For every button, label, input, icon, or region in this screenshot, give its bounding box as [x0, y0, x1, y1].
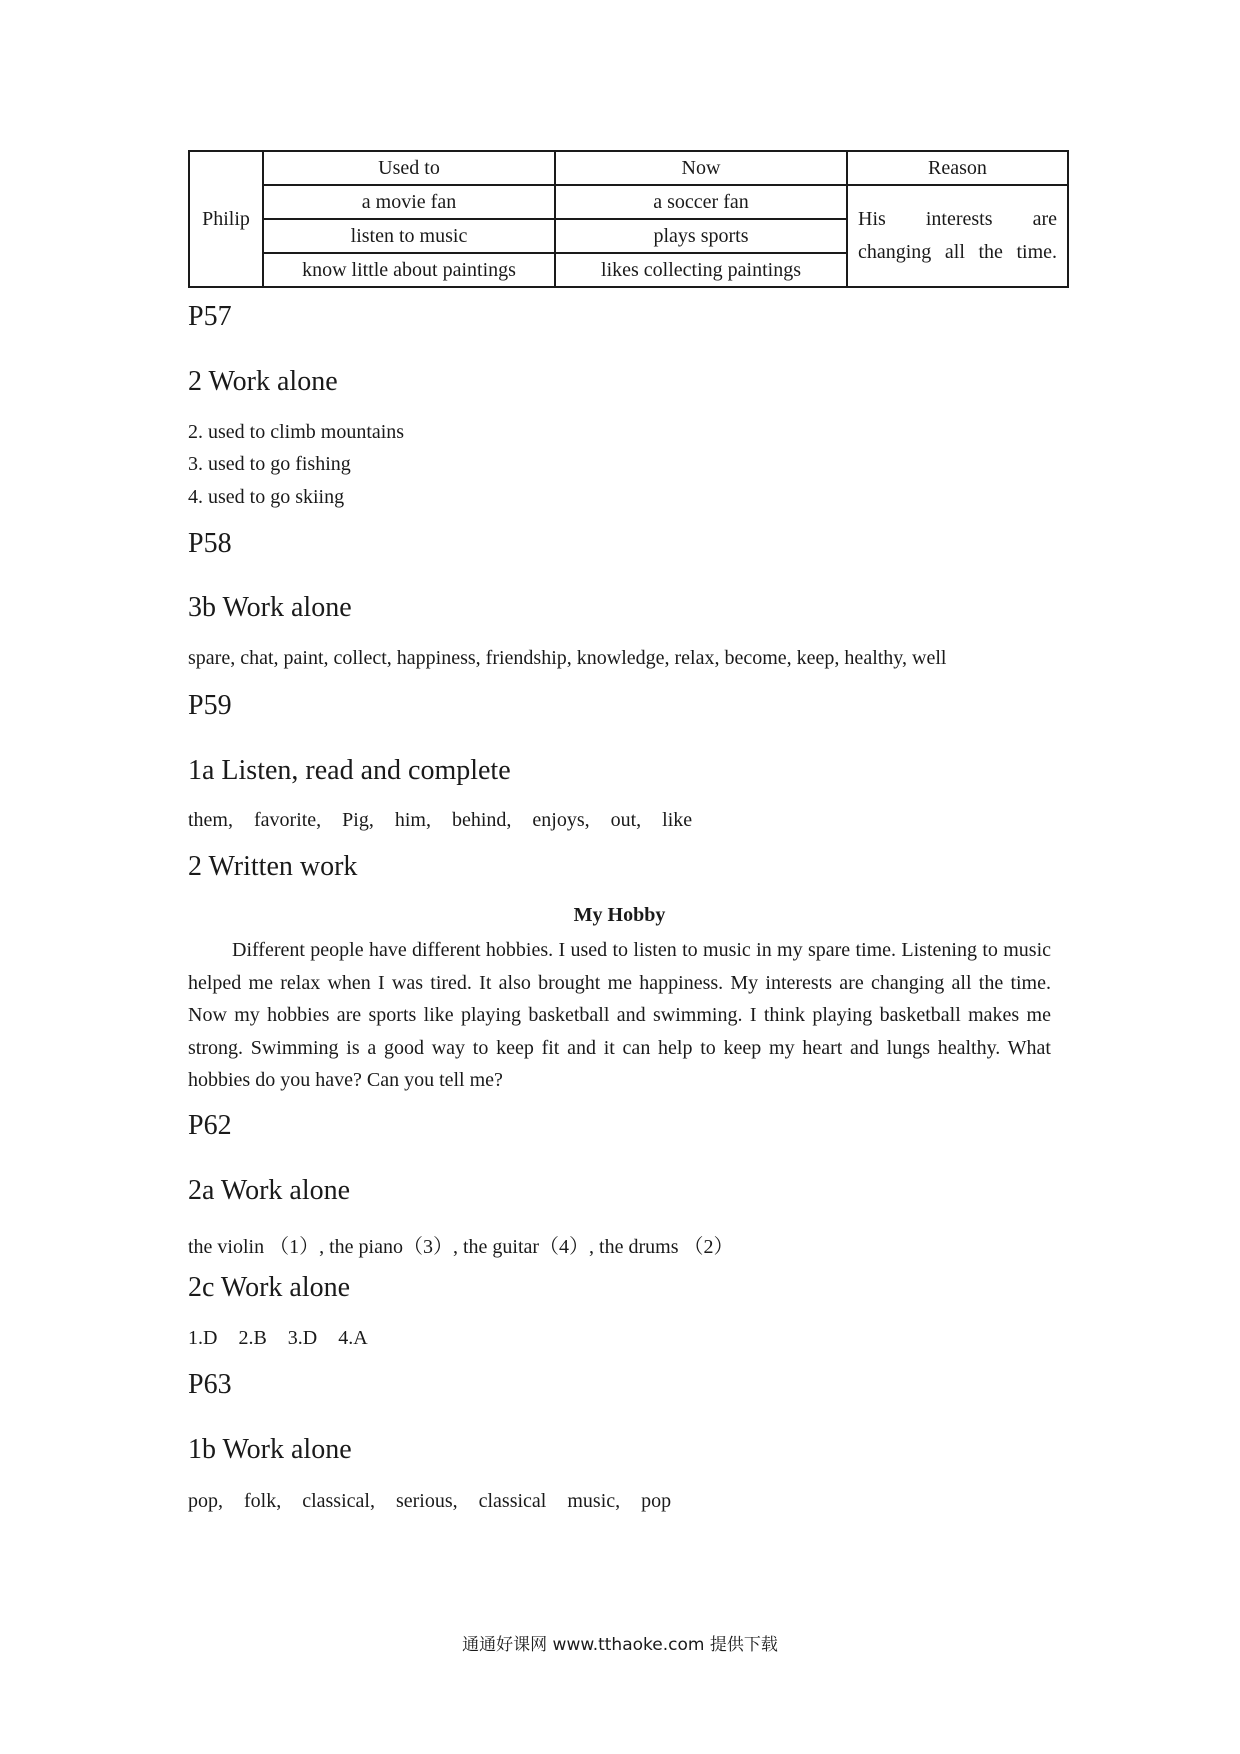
heading-1b-work-alone: 1b Work alone — [188, 1434, 352, 1465]
table-cell: listen to music — [263, 219, 555, 253]
essay-body: Different people have different hobbies. I used to listen to music in my spare time. Listening to music helped me relax when I was tired. It also brought me happiness. My interests are changing all the time. Now my hobbies are sports like playing basketball and swimming. I think playing basketball makes me strong. Swimming is a good way to keep fit and it can help to keep my heart and lungs healthy. What hobbies do you have? Can you tell me? — [188, 939, 1051, 1091]
page-number-p63: P63 — [188, 1369, 232, 1400]
page-number-p58: P58 — [188, 528, 232, 559]
answer-words: the violin （1）, the piano（3）, the guitar（4）, the drums （2） — [188, 1236, 734, 1258]
page-number-p57: P57 — [188, 301, 232, 332]
heading-2-work-alone: 2 Work alone — [188, 366, 338, 397]
page-number-p62: P62 — [188, 1110, 232, 1141]
list-item: 2. used to climb mountains — [188, 421, 405, 443]
essay-title: My Hobby — [573, 904, 666, 926]
answer-words: pop, folk, classical, serious, classical music, pop — [188, 1490, 672, 1512]
table-cell: know little about paintings — [263, 253, 555, 287]
heading-3b-work-alone: 3b Work alone — [188, 592, 352, 623]
table-name-cell: Philip — [189, 151, 263, 287]
page-number-p59: P59 — [188, 690, 232, 721]
list-item: 3. used to go fishing — [188, 453, 351, 475]
heading-2c-work-alone: 2c Work alone — [188, 1272, 351, 1303]
answer-words: 1.D 2.B 3.D 4.A — [188, 1327, 368, 1349]
heading-1a-listen: 1a Listen, read and complete — [188, 755, 511, 786]
table-cell: plays sports — [555, 219, 847, 253]
header-reason: Reason — [847, 151, 1068, 185]
heading-2-written-work: 2 Written work — [188, 851, 358, 882]
table-cell: a soccer fan — [555, 185, 847, 219]
philip-hobby-table — [188, 150, 1069, 288]
footer-text: 通通好课网 www.tthaoke.com 提供下载 — [462, 1635, 778, 1655]
table-cell: likes collecting paintings — [555, 253, 847, 287]
reason-cell: His interests are changing all the time. — [847, 185, 1068, 287]
header-used-to: Used to — [263, 151, 555, 185]
answer-words: them, favorite, Pig, him, behind, enjoys, out, like — [188, 809, 693, 831]
heading-2a-work-alone: 2a Work alone — [188, 1175, 351, 1206]
answer-words: spare, chat, paint, collect, happiness, friendship, knowledge, relax, become, keep, healthy, well — [188, 647, 947, 669]
header-now: Now — [555, 151, 847, 185]
table-cell: a movie fan — [263, 185, 555, 219]
list-item: 4. used to go skiing — [188, 486, 345, 508]
